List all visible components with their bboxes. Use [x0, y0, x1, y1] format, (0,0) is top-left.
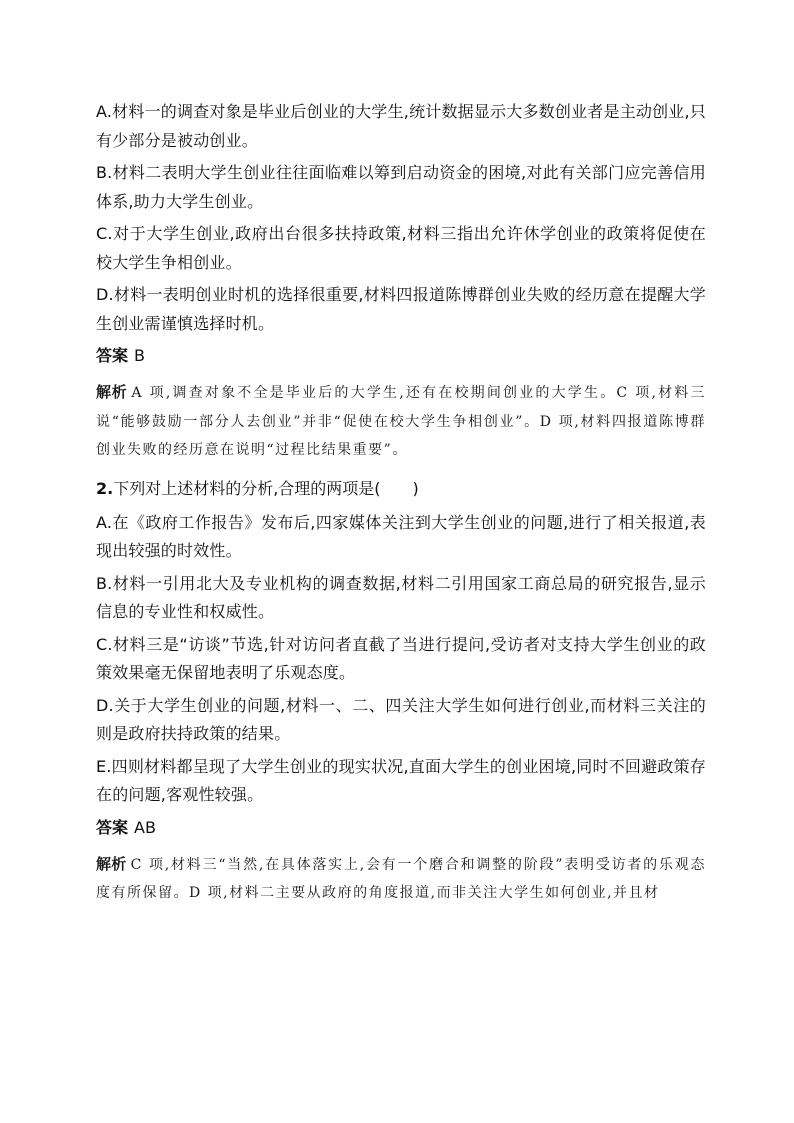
q2-option-c: C.材料三是“访谈”节选,针对访问者直截了当进行提问,受访者对支持大学生创业的政策效果毫无保留地表明了乐观态度。 — [96, 634, 706, 682]
q1-option-d: D.材料一表明创业时机的选择很重要,材料四报道陈博群创业失败的经历意在提醒大学生创业需谨慎选择时机。 — [96, 285, 706, 333]
q2-option-e: E.四则材料都呈现了大学生创业的现实状况,直面大学生的创业困境,同时不回避政策存在的问题,客观性较强。 — [96, 756, 706, 804]
analysis-text: C 项,材料三“当然,在具体落实上,会有一个磨合和调整的阶段”表明受访者的乐观态度有所保留。D 项,材料二主要从政府的角度报道,而非关注大学生如何创业,并且材 — [96, 856, 706, 901]
q1-option-b: B.材料二表明大学生创业往往面临难以筹到启动资金的困境,对此有关部门应完善信用体系,助力大学生创业。 — [96, 163, 706, 211]
q2-analysis — [96, 850, 706, 908]
q2-stem — [96, 475, 706, 503]
q2-option-a: A.在《政府工作报告》发布后,四家媒体关注到大学生创业的问题,进行了相关报道,表现出较强的时效性。 — [96, 512, 706, 560]
q2-option-d: D.关于大学生创业的问题,材料一、二、四关注大学生如何进行创业,而材料三关注的则是政府扶持政策的结果。 — [96, 695, 706, 743]
q2-option-b: B.材料一引用北大及专业机构的调查数据,材料二引用国家工商总局的研究报告,显示信息的专业性和权威性。 — [96, 573, 706, 621]
answer-label: 答案 — [96, 346, 129, 365]
analysis-label: 解析 — [96, 854, 127, 873]
page-content — [96, 98, 706, 918]
question-number: 2. — [96, 478, 114, 498]
analysis-label: 解析 — [96, 383, 128, 401]
answer-value: AB — [134, 817, 156, 837]
answer-value: B — [134, 346, 145, 365]
answer-label: 答案 — [96, 817, 129, 837]
q1-answer — [96, 342, 706, 370]
question-text: 下列对上述材料的分析,合理的两项是( ) — [113, 478, 419, 498]
q2-answer — [96, 814, 706, 842]
q1-option-c: C.对于大学生创业,政府出台很多扶持政策,材料三指出允许休学创业的政策将促使在校大学生争相创业。 — [96, 224, 706, 272]
analysis-text: A 项,调查对象不全是毕业后的大学生,还有在校期间创业的大学生。C 项,材料三说“能够鼓励一部分人去创业”并非“促使在校大学生争相创业”。D 项,材料四报道陈博群创业失败的经历意在说明“过程比结果重要”。 — [96, 385, 706, 458]
q1-option-a: A.材料一的调查对象是毕业后创业的大学生,统计数据显示大多数创业者是主动创业,只有少部分是被动创业。 — [96, 102, 706, 150]
q1-analysis — [96, 378, 706, 465]
